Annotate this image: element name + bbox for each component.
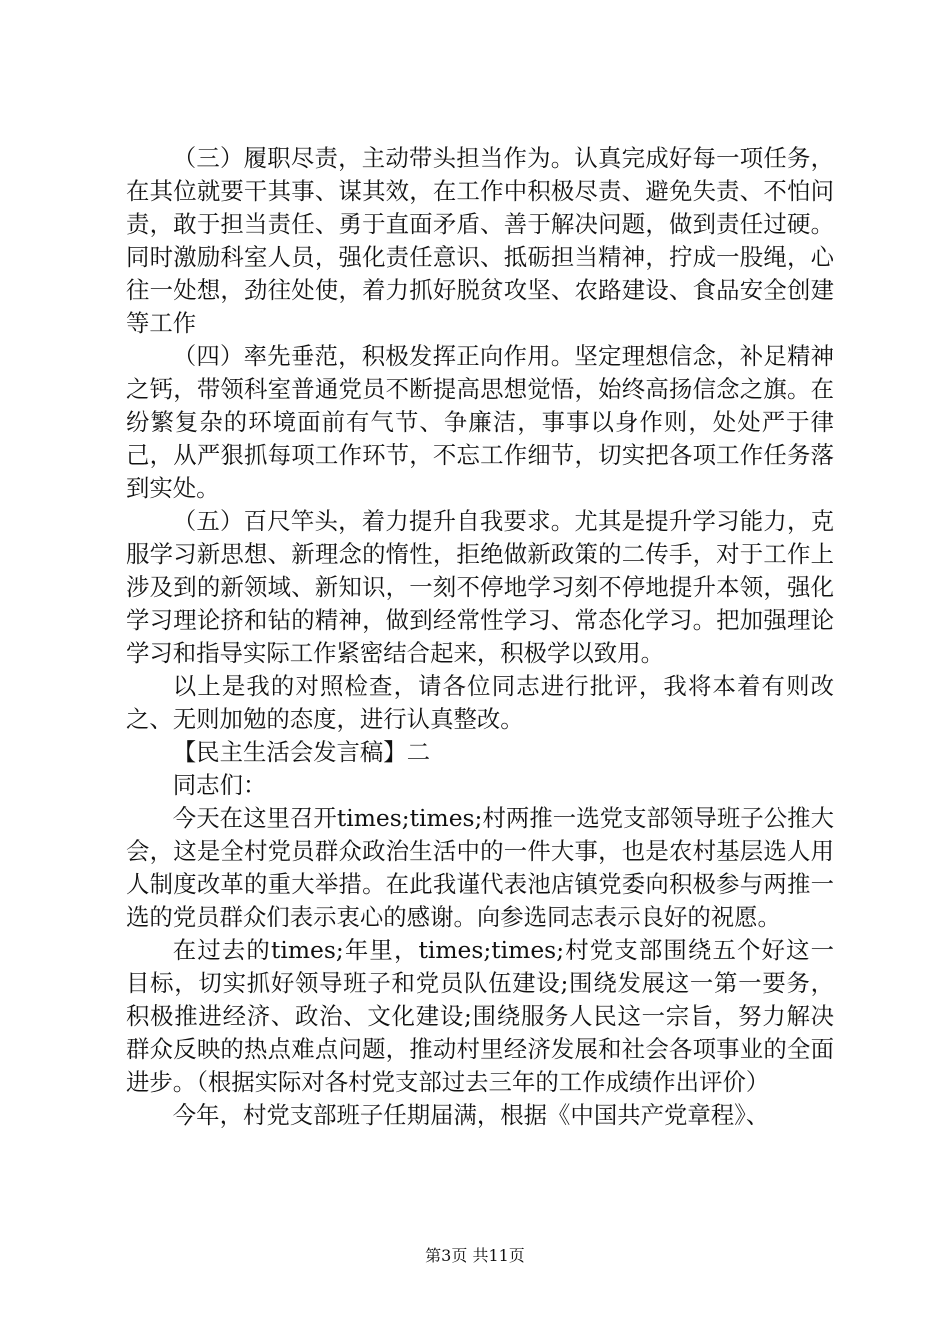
paragraph-meeting-intro: 今天在这里召开times;times;村两推一选党支部领导班子公推大会，这是全村党员群众政治生活中的一件大事，也是农村基层选人用人制度改革的重大举措。在此我谨代表池店镇党委向积极参与两推一选的党员群众们表示衷心的感谢。向参选同志表示良好的祝愿。	[126, 804, 834, 931]
paragraph-example: （四）率先垂范，积极发挥正向作用。坚定理想信念，补足精神之钙，带领科室普通党员不断提高思想觉悟，始终高扬信念之旗。在纷繁复杂的环境面前有气节、争廉洁，事事以身作则，处处严于律己，从严狠抓每项工作环节，不忘工作细节，切实把各项工作任务落到实处。	[126, 342, 834, 502]
paragraph-this-year: 今年，村党支部班子任期届满，根据《中国共产党章程》、	[172, 1101, 770, 1129]
paragraph-self-improvement: （五）百尺竿头，着力提升自我要求。尤其是提升学习能力，克服学习新思想、新理念的惰性，拒绝做新政策的二传手，对于工作上涉及到的新领域、新知识，一刻不停地学习刻不停地提升本领，强化学习理论挤和钻的精神，做到经常性学习、常态化学习。把加强理论学习和指导实际工作紧密结合起来，积极学以致用。	[126, 507, 834, 667]
paragraph-conclusion: 以上是我的对照检查，请各位同志进行批评，我将本着有则改之、无则加勉的态度，进行认真整改。	[126, 672, 834, 733]
salutation: 同志们：	[172, 771, 267, 799]
paragraph-past-work: 在过去的times;年里，times;times;村党支部围绕五个好这一目标，切实抓好领导班子和党员队伍建设;围绕发展这一第一要务，积极推进经济、政治、文化建设;围绕服务人民这一宗旨，努力解决群众反映的热点难点问题，推动村里经济发展和社会各项事业的全面进步。（根据实际对各村党支部过去三年的工作成绩作出评价）	[126, 936, 834, 1096]
paragraph-duty: （三）履职尽责，主动带头担当作为。认真完成好每一项任务，在其位就要干其事、谋其效，在工作中积极尽责、避免失责、不怕问责，敢于担当责任、勇于直面矛盾、善于解决问题，做到责任过硬。同时激励科室人员，强化责任意识、抵砺担当精神，拧成一股绳，心往一处想，劲往处使，着力抓好脱贫攻坚、农路建设、食品安全创建等工作	[126, 144, 834, 337]
document-body	[126, 142, 834, 1132]
page-number: 第3页 共11页	[425, 1246, 525, 1265]
section-heading: 【民主生活会发言稿】二	[172, 738, 431, 766]
